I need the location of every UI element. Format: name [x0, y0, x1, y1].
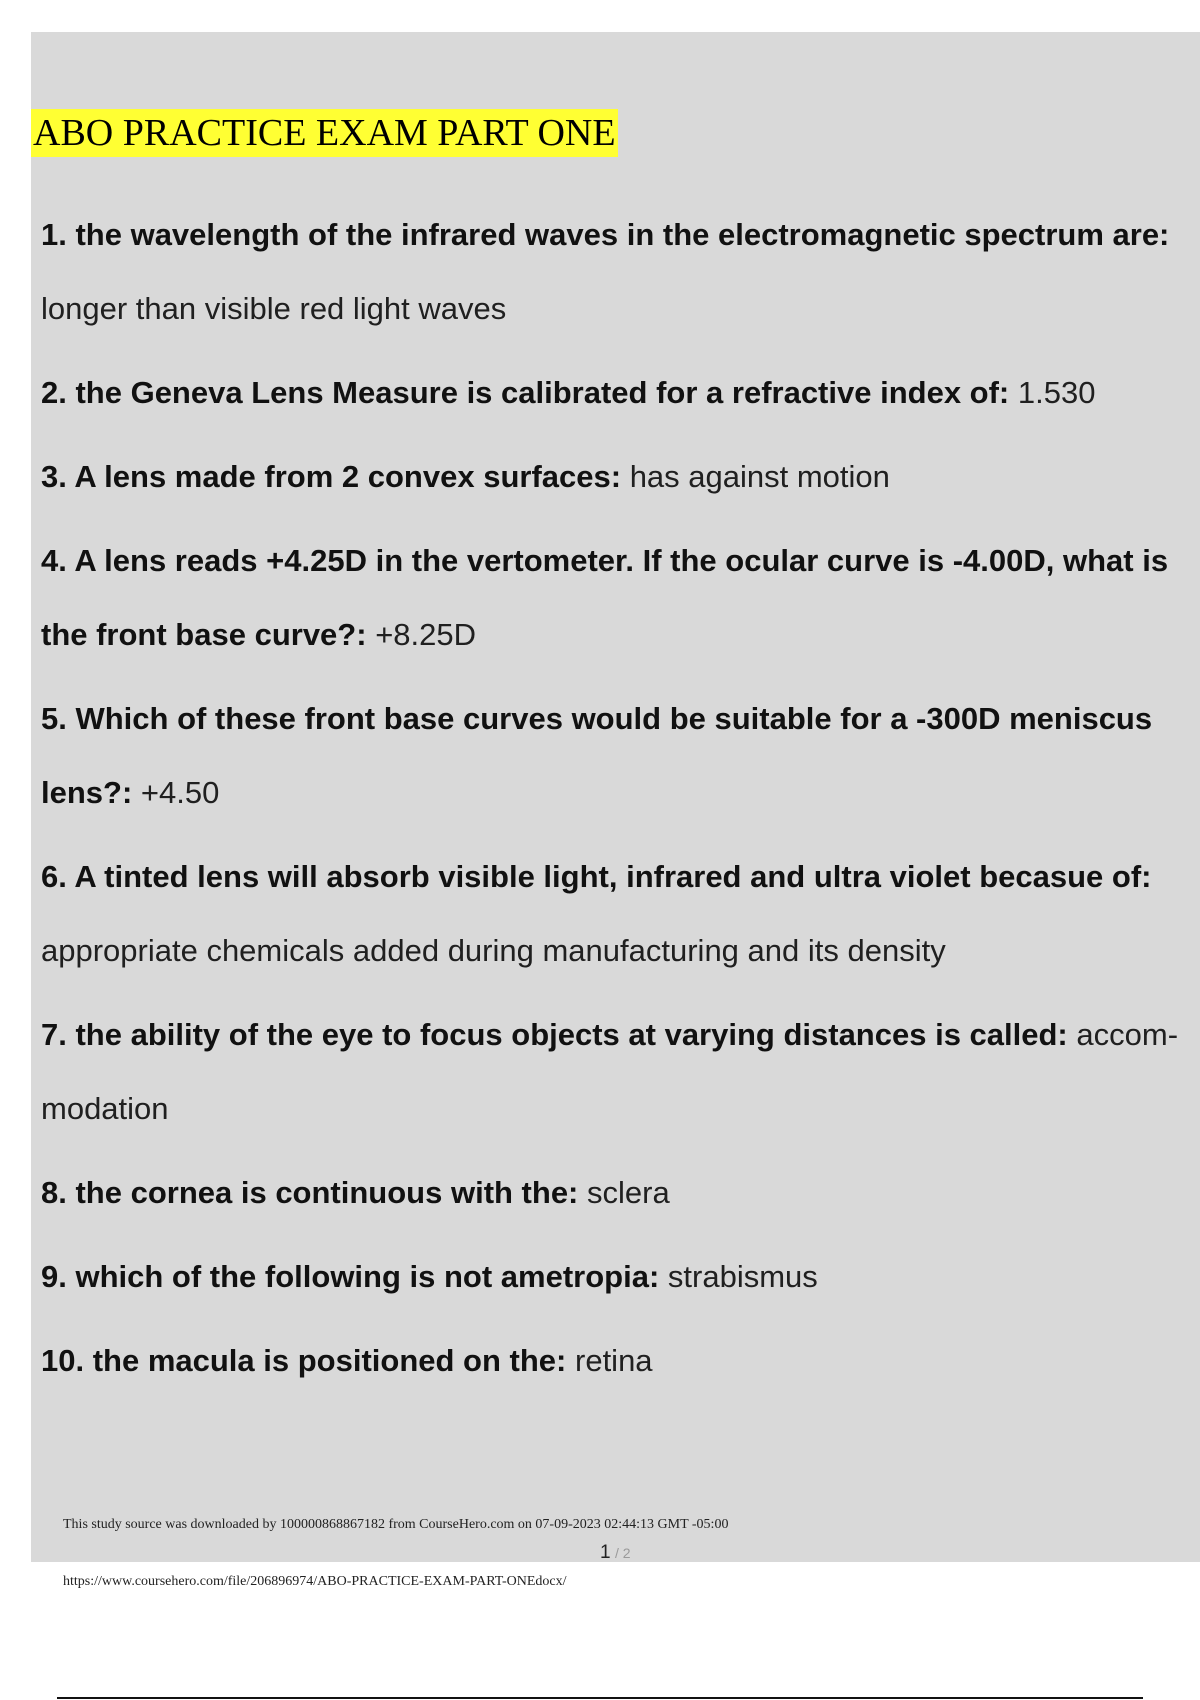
- source-url: https://www.coursehero.com/file/206896974/ABO-PRACTICE-EXAM-PART-ONEdocx/: [63, 1574, 567, 1589]
- question-text: 1. the wavelength of the infrared waves in the electromagnetic spectrum are:: [41, 217, 1170, 252]
- list-item: [41, 1156, 1181, 1230]
- page-current-number: 1: [600, 1542, 611, 1563]
- list-item: [41, 198, 1181, 346]
- answer-text: +8.25D: [375, 617, 477, 652]
- divider: [57, 1697, 1143, 1699]
- page-indicator: [600, 1542, 631, 1564]
- answer-text: +4.50: [140, 775, 220, 810]
- list-item: [41, 840, 1181, 988]
- question-text: 9. which of the following is not ametropia:: [41, 1259, 660, 1294]
- question-text: 6. A tinted lens will absorb visible light, infrared and ultra violet becasue of:: [41, 859, 1152, 894]
- answer-text: longer than visible red light waves: [41, 291, 507, 326]
- answer-text: accom- modation: [41, 1017, 1179, 1126]
- page-total: / 2: [615, 1545, 631, 1561]
- answer-text: retina: [575, 1343, 653, 1378]
- question-text: 2. the Geneva Lens Measure is calibrated for a refractive index of:: [41, 375, 1010, 410]
- question-text: 7. the ability of the eye to focus objects at varying distances is called:: [41, 1017, 1068, 1052]
- list-item: [41, 524, 1181, 672]
- answer-text: has against motion: [629, 459, 890, 494]
- list-item: [41, 998, 1181, 1146]
- list-item: [41, 356, 1181, 430]
- document-title: ABO PRACTICE EXAM PART ONE: [31, 109, 618, 157]
- answer-text: sclera: [587, 1175, 670, 1210]
- answer-text: strabismus: [667, 1259, 818, 1294]
- list-item: [41, 1324, 1181, 1398]
- question-text: 5. Which of these front base curves would be suitable for a -300D meniscus lens?:: [41, 701, 1153, 810]
- question-text: 8. the cornea is continuous with the:: [41, 1175, 579, 1210]
- question-text: 10. the macula is positioned on the:: [41, 1343, 567, 1378]
- list-item: [41, 1240, 1181, 1314]
- question-text: 3. A lens made from 2 convex surfaces:: [41, 459, 622, 494]
- question-text: 4. A lens reads +4.25D in the vertometer. If the ocular curve is -4.00D, what is the front base curve?:: [41, 543, 1169, 652]
- list-item: [41, 440, 1181, 514]
- list-item: [41, 682, 1181, 830]
- question-list: [41, 198, 1181, 1408]
- answer-text: 1.530: [1017, 375, 1096, 410]
- answer-text: appropriate chemicals added during manufacturing and its density: [41, 933, 946, 968]
- download-source-note: This study source was downloaded by 100000868867182 from CourseHero.com on 07-09-2023 02:44:13 GMT -05:00: [63, 1517, 729, 1532]
